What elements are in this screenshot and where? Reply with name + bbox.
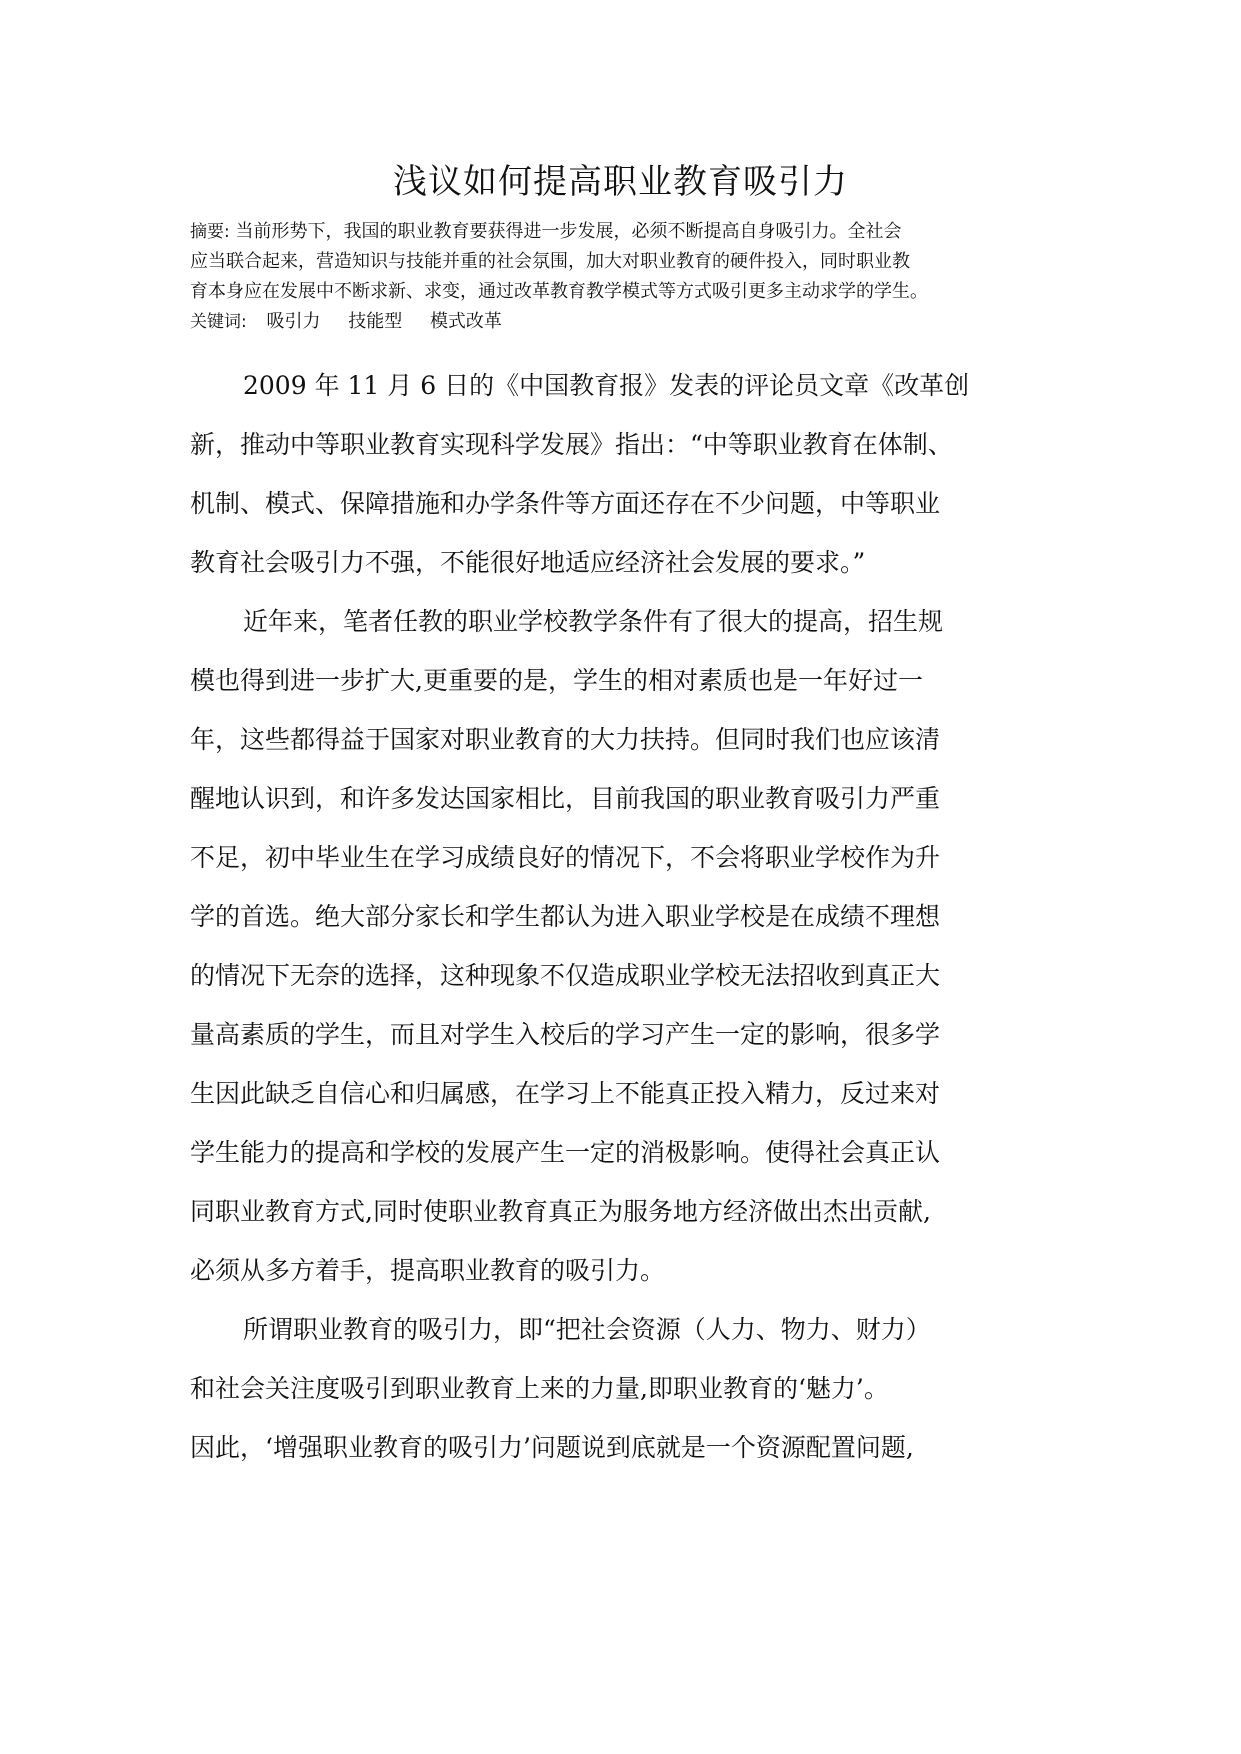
paragraph-line: 2009 年 11 月 6 日的《中国教育报》发表的评论员文章《改革创 <box>243 371 970 400</box>
abstract-label: 摘要: <box>190 222 230 242</box>
paragraph-line: 学生能力的提高和学校的发展产生一定的消极影响。使得社会真正认 <box>190 1138 941 1167</box>
paragraph-line: 所谓职业教育的吸引力，即“把社会资源（人力、物力、财力） <box>243 1315 931 1344</box>
keyword: 技能型 <box>348 311 403 332</box>
paragraph-line: 和社会关注度吸引到职业教育上来的力量,即职业教育的‘魅力’。 <box>190 1374 889 1403</box>
paragraph-line: 的情况下无奈的选择，这种现象不仅造成职业学校无法招收到真正大 <box>190 961 941 990</box>
paragraph-line: 不足，初中毕业生在学习成绩良好的情况下，不会将职业学校作为升 <box>190 843 941 872</box>
paragraph-line: 模也得到进一步扩大,更重要的是，学生的相对素质也是一年好过一 <box>190 666 923 695</box>
paragraph-line: 同职业教育方式,同时使职业教育真正为服务地方经济做出杰出贡献, <box>190 1197 931 1226</box>
paragraph-line: 必须从多方着手，提高职业教育的吸引力。 <box>190 1256 666 1285</box>
abstract-line: 育本身应在发展中不断求新、求变，通过改革教育教学模式等方式吸引更多主动求学的学生。 <box>190 281 928 302</box>
keyword: 吸引力 <box>266 311 321 332</box>
paragraph-line: 因此，‘增强职业教育的吸引力’问题说到底就是一个资源配置问题, <box>190 1433 914 1462</box>
paragraph-line: 生因此缺乏自信心和归属感，在学习上不能真正投入精力，反过来对 <box>190 1079 941 1108</box>
paragraph-line: 学的首选。绝大部分家长和学生都认为进入职业学校是在成绩不理想 <box>190 902 941 931</box>
abstract-line: 应当联合起来，营造知识与技能并重的社会氛围，加大对职业教育的硬件投入，同时职业教 <box>190 251 910 272</box>
paragraph-line: 新，推动中等职业教育实现科学发展》指出：“中等职业教育在体制、 <box>190 430 953 459</box>
paragraph-line: 教育社会吸引力不强，不能很好地适应经济社会发展的要求。” <box>190 548 866 577</box>
keyword: 模式改革 <box>429 311 502 332</box>
paragraph-line: 量高素质的学生，而且对学生入校后的学习产生一定的影响，很多学 <box>190 1020 941 1049</box>
paragraph-line: 机制、模式、保障措施和办学条件等方面还存在不少问题，中等职业 <box>190 489 941 518</box>
abstract-text: 当前形势下，我国的职业教育要获得进一步发展，必须不断提高自身吸引力。全社会 <box>235 221 902 242</box>
keywords-label: 关键词: <box>190 312 247 332</box>
body-text <box>190 356 1056 1477</box>
paragraph-line: 醒地认识到，和许多发达国家相比，目前我国的职业教育吸引力严重 <box>190 784 941 813</box>
document-title: 浅议如何提高职业教育吸引力 <box>393 162 848 202</box>
paragraph-line: 年，这些都得益于国家对职业教育的大力扶持。但同时我们也应该清 <box>190 725 941 754</box>
paragraph-line: 近年来，笔者任教的职业学校教学条件有了很大的提高，招生规 <box>243 607 944 636</box>
abstract-section <box>190 217 1056 337</box>
abstract-line <box>190 217 1056 247</box>
keywords-line <box>190 307 1056 337</box>
